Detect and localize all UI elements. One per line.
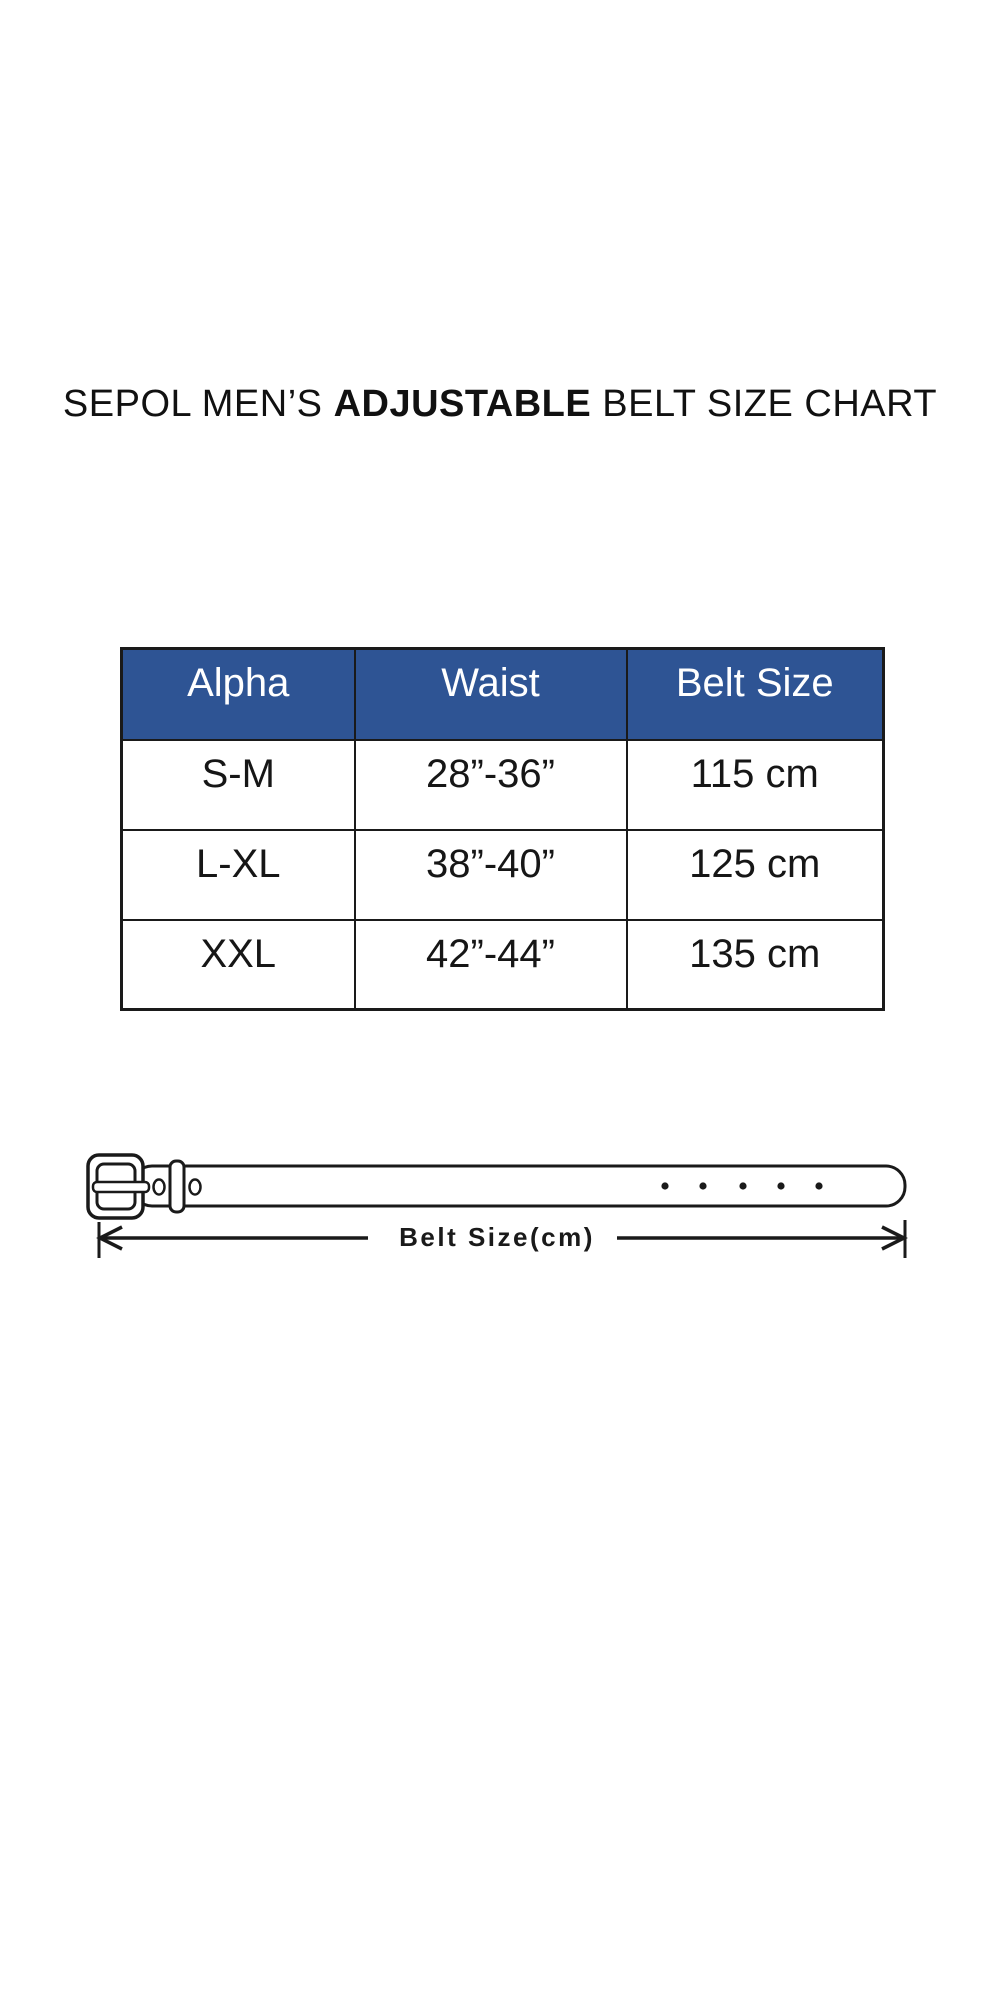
column-header-belt-size: Belt Size — [627, 649, 884, 740]
belt-diagram — [0, 1140, 1000, 1310]
cell-belt-size: 115 cm — [627, 740, 884, 830]
belt-hole-dot-icon — [661, 1182, 668, 1189]
belt-buckle-hole-icon — [190, 1180, 201, 1195]
cell-alpha: S-M — [122, 740, 355, 830]
cell-waist: 38”-40” — [355, 830, 627, 920]
page-title-suffix: BELT SIZE CHART — [591, 383, 938, 425]
size-table — [120, 647, 885, 1011]
table-row — [122, 830, 884, 920]
page-title-emphasis: ADJUSTABLE — [333, 383, 592, 425]
belt-buckle — [88, 1155, 149, 1218]
page-title — [0, 383, 1000, 426]
cell-waist: 42”-44” — [355, 920, 627, 1010]
buckle-prong-icon — [93, 1182, 149, 1192]
belt-keeper-loop — [170, 1161, 184, 1212]
belt-hole-dot-icon — [777, 1182, 784, 1189]
belt-hole-dot-icon — [739, 1182, 746, 1189]
column-header-waist: Waist — [355, 649, 627, 740]
belt-buckle-hole-icon — [154, 1180, 165, 1195]
size-table-header-row — [122, 649, 884, 740]
belt-hole-dot-icon — [699, 1182, 706, 1189]
cell-alpha: XXL — [122, 920, 355, 1010]
belt-hole-dot-icon — [815, 1182, 822, 1189]
dimension-label: Belt Size(cm) — [399, 1222, 595, 1252]
column-header-alpha: Alpha — [122, 649, 355, 740]
table-row — [122, 740, 884, 830]
cell-belt-size: 135 cm — [627, 920, 884, 1010]
cell-belt-size: 125 cm — [627, 830, 884, 920]
cell-alpha: L-XL — [122, 830, 355, 920]
table-row — [122, 920, 884, 1010]
belt-strap — [133, 1166, 905, 1206]
page-title-prefix: SEPOL MEN’S — [62, 383, 334, 425]
cell-waist: 28”-36” — [355, 740, 627, 830]
